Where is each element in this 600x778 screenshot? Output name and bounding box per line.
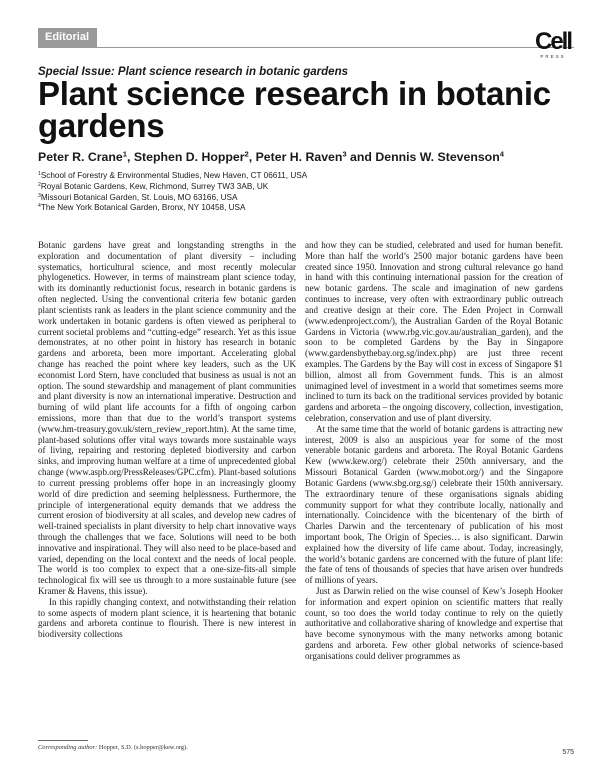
body-paragraph: Botanic gardens have great and longstanding strengths in the exploration and documentation of plant diversity – including systematics, horticultural science, and most recently molecular phylogenetics. However, in terms of mainstream plant science today, with its dominantly reductionist focus, research in botanic gardens is often neglected. Using the conventional criteria few botanic garden plant scientists rank as leaders in the plant science community and the work undertaken in botanic gardens is often viewed as peripheral to current societal problems and “cutting-edge” research. Yet as this issue demonstrates, at no other point in history has research in botanic gardens and arboreta, been more important. Accelerating global change has reached the point where key leaders, such as the UK economist Lord Stern, have concluded that business as usual is not an option. The sound stewardship and management of plant communities and plant diversity is now an international imperative. Destruction and burning of wild plant life accounts for a fifth of ongoing carbon emissions, more than that due to the world’s transport systems (www.hm-treasury.gov.uk/stern_review_report.htm). At the same time, plant-based solutions offer vital ways towards more sustainable ways of living, repairing and restoring depleted biodiversity and carbon sinks, and improving human welfare at a time of unprecedented global change (www.aspb.org/PressReleases/GPC.cfm). Plant-based solutions to current pressing problems offer hope in an increasingly gloomy world of dire prediction and seeming helplessness. Furthermore, the principle of intergenerational equity demands that we address the current erosion of biodiversity at all scales, and develop new cadres of well-trained specialists in plant diversity to help chart innovative ways through the challenges that we face. Solutions will need to be both innovative and inspirational. They will also need to be place-based and varied, depending on the local context and the needs of local people. The world is too complex to expect that a one-size-fits-all simple technological fix will see us through to a more sustainable future (see Kramer & Havens, this issue). bbox=[38, 240, 296, 596]
author-name: Peter H. Raven bbox=[255, 150, 343, 164]
page-number: 575 bbox=[562, 749, 574, 756]
affiliation-text: Missouri Botanical Garden, St. Louis, MO 63166, USA bbox=[40, 192, 238, 202]
body-paragraph: At the same time that the world of botanic gardens is attracting new interest, 2009 is also an auspicious year for some of the most venerable botanic gardens and arboreta. The Royal Botanic Gardens Kew (www.kew.org/) celebrate their 250th anniversary, and the Missouri Botanical Garden (www.mobot.org/) and the Singapore Botanic Gardens (www.sbg.org.sg/) celebrate their 150th anniversary. The extraordinary tenure of these organisations signals abiding community support for what they contribute locally, nationally and internationally. Coincidence with the bicentenary of the birth of Charles Darwin and the tercentenary of publication of his most important book, The Origin of Species… is also significant. Darwin explained how the diversity of life came about. Today, increasingly, the world’s botanic gardens are concerned with the future of plant life: the fate of tens of thousands of species that have arisen over hundreds of millions of years. bbox=[305, 423, 563, 586]
body-column-left bbox=[38, 240, 296, 640]
body-paragraph: and how they can be studied, celebrated and used for human benefit. More than half the world’s 2500 major botanic gardens have been created since 1950. Innovation and strong cultural relevance go hand in hand with this continuing international passion for the creation of new botanic gardens. The scale and imagination of new gardens continues to increase, very often with extraordinary public outreach and creative design at their core. The Eden Project in Cornwall (www.edenproject.com/), the Australian Garden of the Royal Botanic Gardens in Victoria (www.rbg.vic.gov.au/australian_garden), and the soon to be completed Gardens by the Bay in Singapore (www.gardensbythebay.org.sg/index.php) are just three recent examples. The Gardens by the Bay will cost in excess of Singapore $1 billion, almost all from Government funds. This is an almost unimagined level of investment in a world that sometimes seems more inclined to turn its back on the traditional services provided by botanic gardens and arboreta – the ongoing discovery, collection, investigation, celebration, conservation and use of plant diversity. bbox=[305, 240, 563, 423]
affiliation-list bbox=[38, 171, 307, 214]
body-column-right bbox=[305, 240, 563, 662]
corresponding-author-note bbox=[38, 744, 188, 751]
author-separator: , bbox=[126, 150, 134, 164]
author-affiliation-mark: 3 bbox=[342, 149, 347, 159]
section-label: Editorial bbox=[38, 28, 97, 47]
affiliation-text: Royal Botanic Gardens, Kew, Richmond, Surrey TW3 3AB, UK bbox=[40, 181, 269, 191]
author-affiliation-mark: 1 bbox=[122, 149, 127, 159]
footnote-rule bbox=[38, 740, 88, 741]
affiliation-line bbox=[38, 182, 307, 193]
special-issue-line: Special Issue: Plant science research in botanic gardens bbox=[38, 66, 348, 78]
affiliation-line bbox=[38, 203, 307, 214]
cell-press-logo bbox=[532, 28, 574, 59]
logo-word: Cell bbox=[534, 28, 571, 55]
affiliation-mark: 4 bbox=[38, 203, 41, 210]
affiliation-line bbox=[38, 193, 307, 204]
affiliation-text: The New York Botanical Garden, Bronx, NY 10458, USA bbox=[40, 203, 246, 213]
body-paragraph: In this rapidly changing context, and notwithstanding their relation to some aspects of modern plant science, it is heartening that botanic gardens and arboreta continue to flourish. There is new interest in biodiversity collections bbox=[38, 596, 296, 640]
affiliation-line bbox=[38, 171, 307, 182]
affiliation-mark: 3 bbox=[38, 192, 41, 199]
header-rule bbox=[38, 47, 574, 48]
affiliation-text: School of Forestry & Environmental Studies, New Haven, CT 06611, USA bbox=[40, 171, 308, 180]
footnote-text: Hopper, S.D. (s.hopper@kew.org). bbox=[97, 744, 188, 751]
affiliation-mark: 2 bbox=[38, 181, 41, 188]
author-separator: and bbox=[346, 150, 376, 164]
author-affiliation-mark: 4 bbox=[499, 149, 504, 159]
article-title: Plant science research in botanic gardens bbox=[38, 75, 551, 144]
author-name: Dennis W. Stevenson bbox=[375, 150, 500, 164]
logo-subtext: PRESS bbox=[540, 54, 566, 59]
author-name: Stephen D. Hopper bbox=[133, 150, 245, 164]
author-list bbox=[38, 150, 504, 164]
affiliation-mark: 1 bbox=[38, 170, 41, 177]
author-name: Peter R. Crane bbox=[38, 150, 123, 164]
footnote-label: Corresponding author: bbox=[38, 744, 98, 751]
author-separator: , bbox=[248, 150, 256, 164]
author-affiliation-mark: 2 bbox=[244, 149, 249, 159]
body-paragraph: Just as Darwin relied on the wise counsel of Kew’s Joseph Hooker for information and expert opinion on scientific matters that really count, so too does the world today continue to rely on the quietly authoritative and collaborative sharing of knowledge and expertise that have become synonymous with the many networks among botanic gardens and arboreta. Few other global networks of science-based organisations could deliver programmes as bbox=[305, 586, 563, 661]
